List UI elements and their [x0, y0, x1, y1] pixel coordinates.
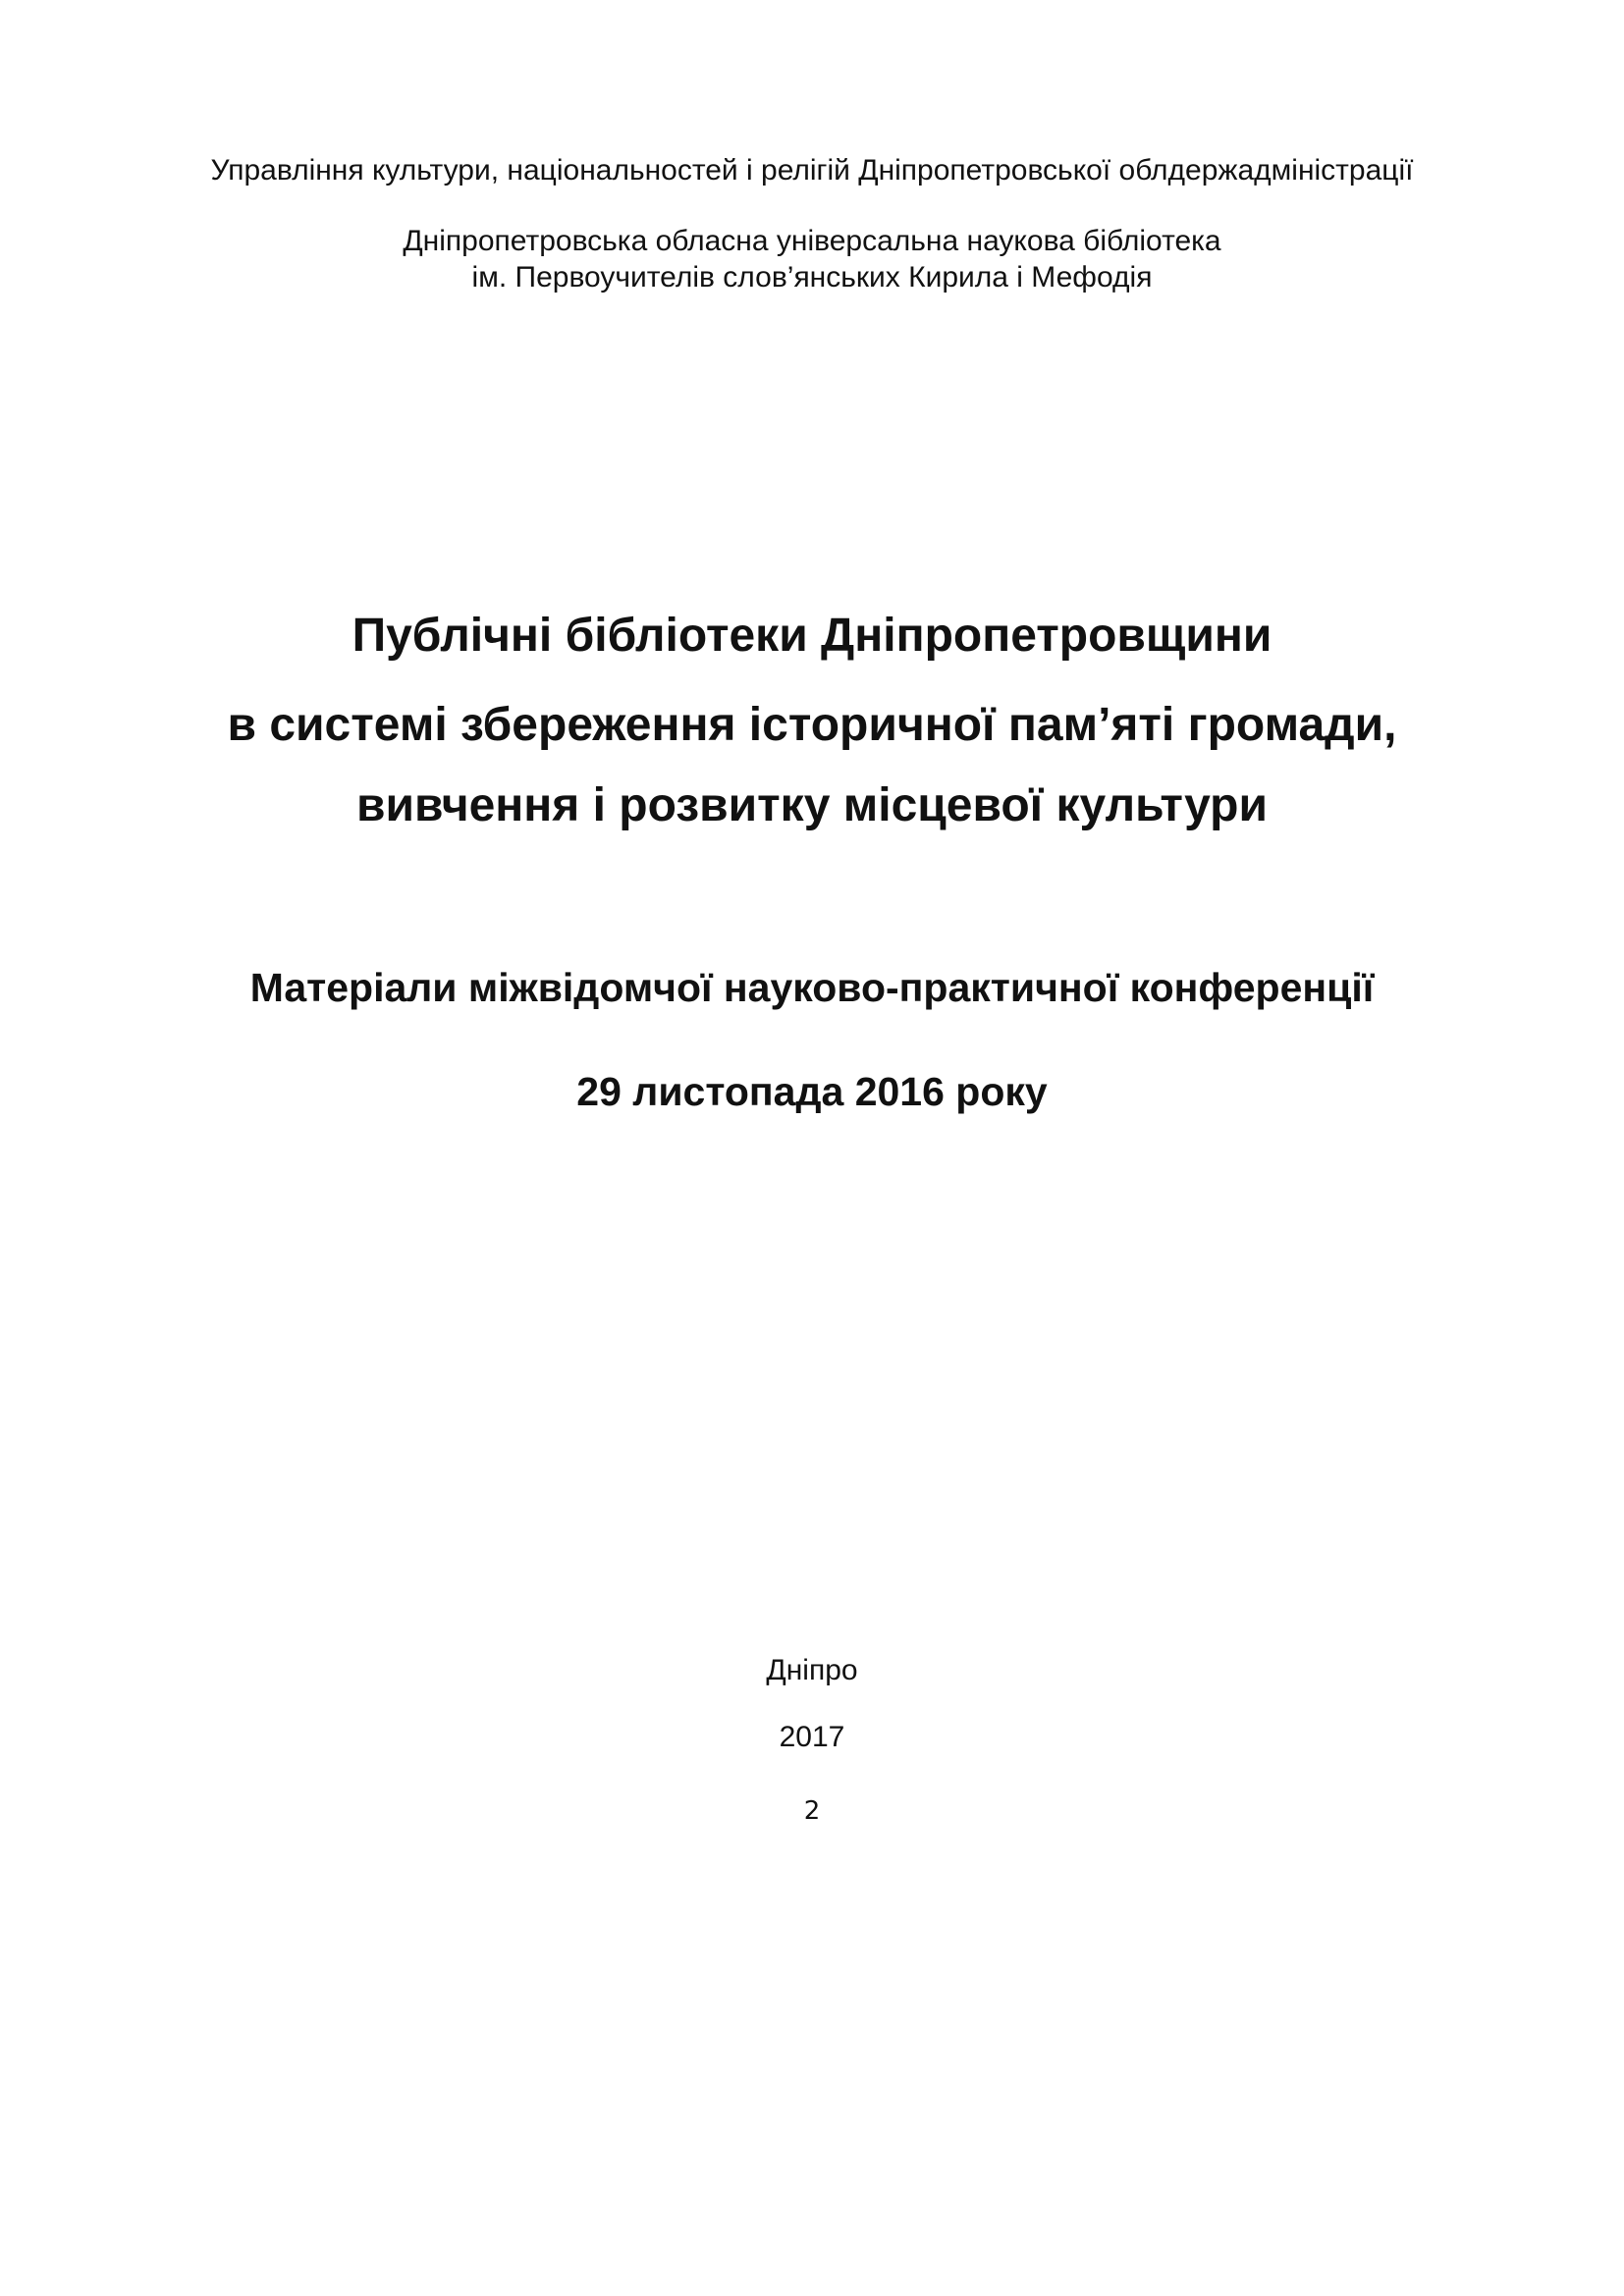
library-name-line-2: ім. Первоучителів слов’янських Кирила і Мефодія	[471, 261, 1153, 294]
publication-city: Дніпро	[766, 1654, 858, 1686]
conference-subtitle: Матеріали міжвідомчої науково-практичної конференції	[249, 965, 1375, 1010]
page-number: 2	[803, 1796, 821, 1826]
main-title-line-3: вивчення і розвитку місцевої культури	[356, 779, 1268, 831]
library-name-line-1: Дніпропетровська обласна універсальна наукова бібліотека	[403, 225, 1221, 257]
main-title-line-2: в системі збереження історичної пам’яті громади,	[227, 699, 1397, 751]
conference-date: 29 листопада 2016 року	[576, 1069, 1048, 1114]
ministry-header: Управління культури, національностей і релігій Дніпропетровської облдержадміністрації	[210, 154, 1414, 187]
main-title-line-1: Публічні бібліотеки Дніпропетровщини	[352, 610, 1272, 662]
publication-year: 2017	[779, 1721, 845, 1753]
